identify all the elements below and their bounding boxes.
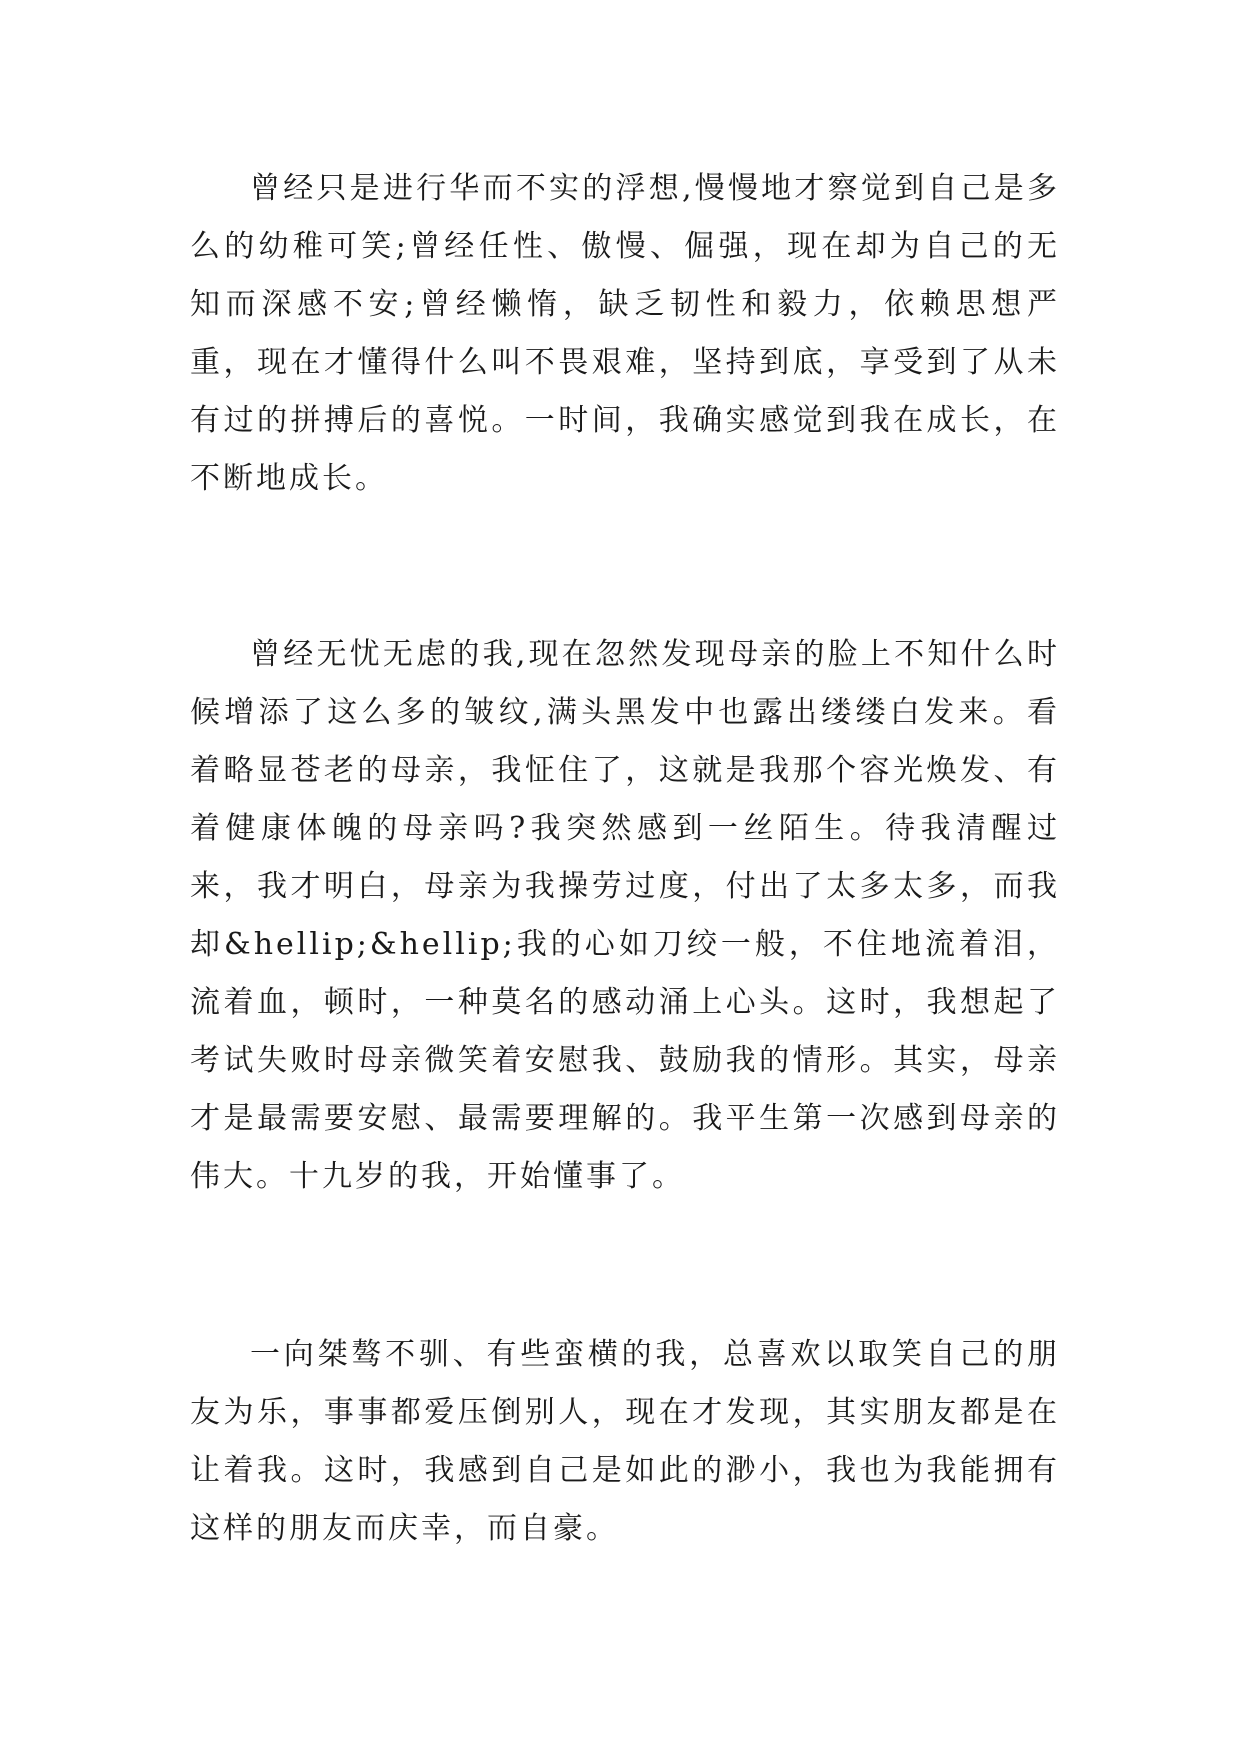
paragraph-growth: 曾经只是进行华而不实的浮想,慢慢地才察觉到自己是多么的幼稚可笑;曾经任性、傲慢、倔强，现在却为自己的无知而深感不安;曾经懒惰，缺乏韧性和毅力，依赖思想严重，现在才懂得什么叫不畏艰难，坚持到底，享受到了从未有过的拼搏后的喜悦。一时间，我确实感觉到我在成长，在不断地成长。 <box>190 171 1060 496</box>
paragraph-mother: 曾经无忧无虑的我,现在忽然发现母亲的脸上不知什么时候增添了这么多的皱纹,满头黑发中也露出缕缕白发来。看着略显苍老的母亲，我怔住了，这就是我那个容光焕发、有着健康体魄的母亲吗?我突然感到一丝陌生。待我清醒过来，我才明白，母亲为我操劳过度，付出了太多太多，而我却&hellip;&hellip;我的心如刀绞一般，不住地流着泪，流着血，顿时，一种莫名的感动涌上心头。这时，我想起了考试失败时母亲微笑着安慰我、鼓励我的情形。其实，母亲才是最需要安慰、最需要理解的。我平生第一次感到母亲的伟大。十九岁的我，开始懂事了。 <box>190 637 1060 1194</box>
paragraph-friends: 一向桀骜不驯、有些蛮横的我，总喜欢以取笑自己的朋友为乐，事事都爱压倒别人，现在才发现，其实朋友都是在让着我。这时，我感到自己是如此的渺小，我也为我能拥有这样的朋友而庆幸，而自豪。 <box>190 1337 1060 1546</box>
